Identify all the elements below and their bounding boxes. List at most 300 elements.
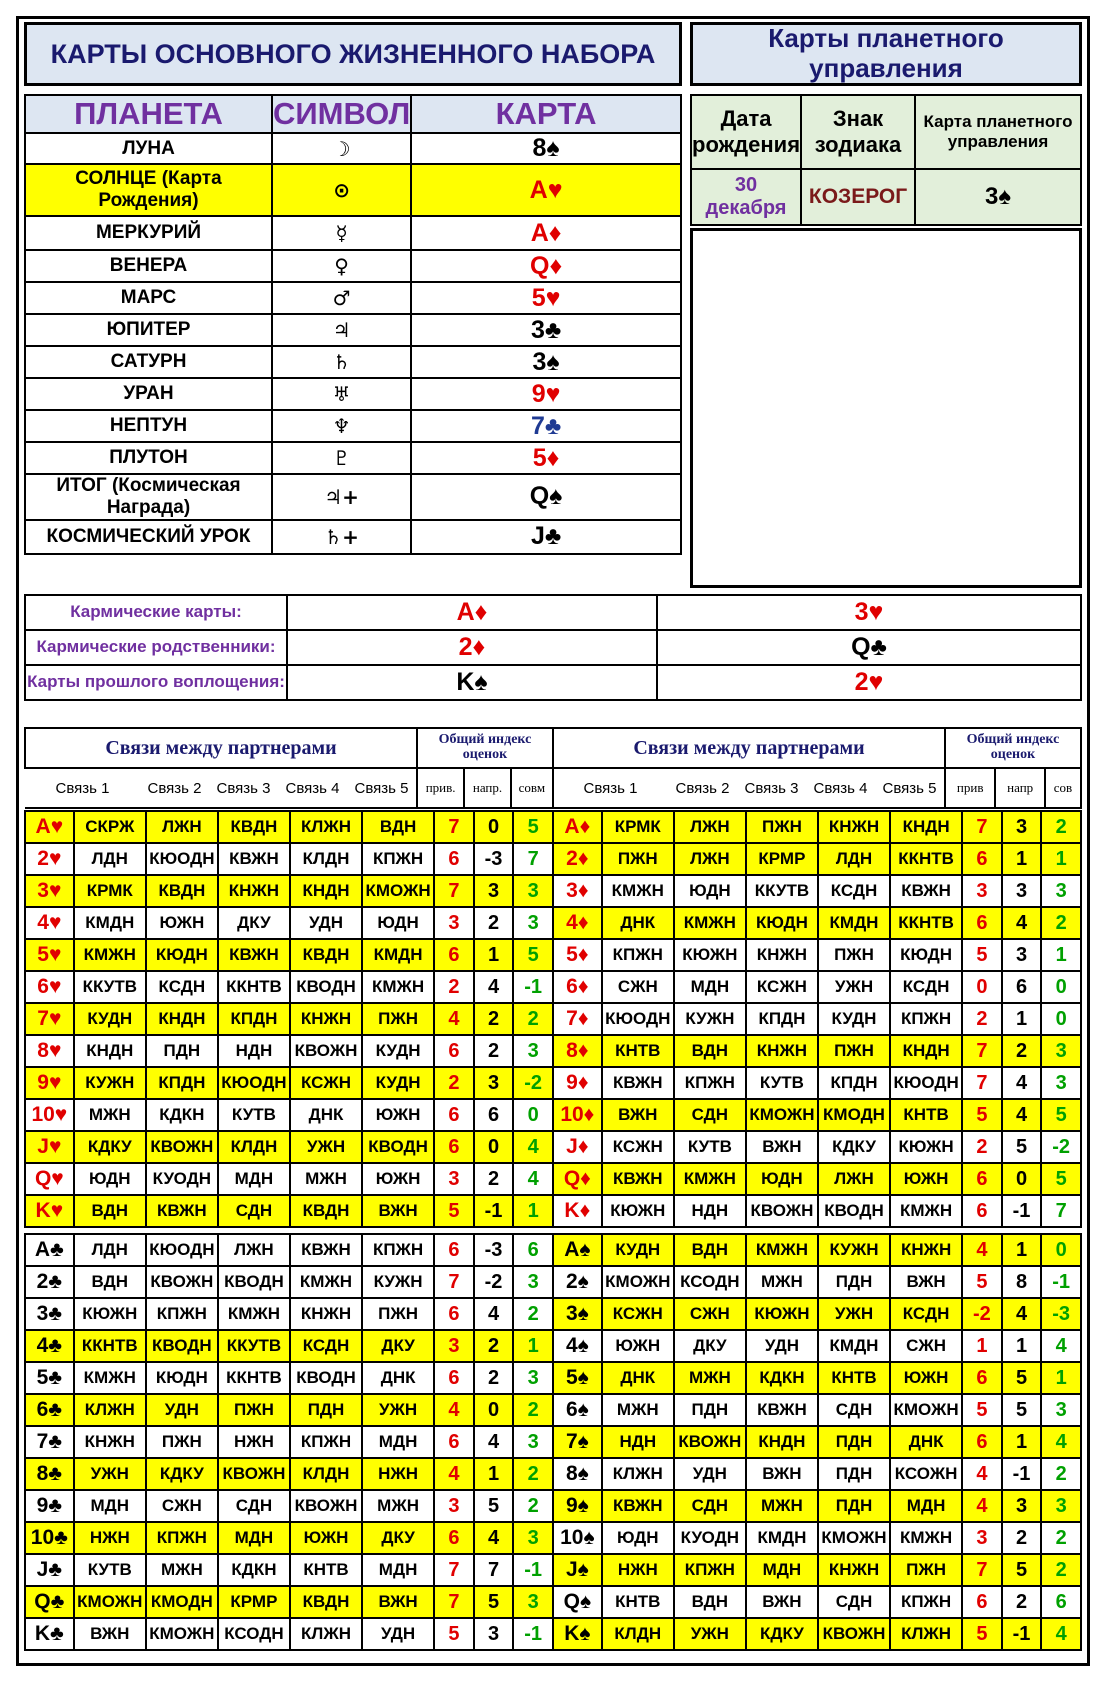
score-attraction: 6	[962, 1195, 1002, 1227]
row-card: 7♣	[25, 1426, 74, 1458]
link-cell: КВЖН	[890, 875, 962, 907]
row-card: 8♥	[25, 1035, 74, 1067]
row-card: 10♠	[553, 1522, 602, 1554]
score-attraction: 6	[434, 1099, 474, 1131]
table-row	[25, 1131, 553, 1163]
planet-symbol: ♂	[272, 282, 411, 314]
link-cell: КСДН	[290, 1330, 362, 1362]
score-compatibility: -1	[513, 1554, 553, 1586]
row-card: 3♠	[553, 1298, 602, 1330]
score-attraction: 3	[434, 1163, 474, 1195]
table-row	[25, 1067, 553, 1099]
link-cell: СДН	[218, 1195, 290, 1227]
score-compatibility: -1	[513, 971, 553, 1003]
score-tension: 4	[474, 971, 514, 1003]
link-cell: КРМР	[218, 1586, 290, 1618]
score-compatibility: 2	[1041, 1554, 1081, 1586]
score-compatibility: 2	[513, 1003, 553, 1035]
link-cell: КПДН	[746, 1003, 818, 1035]
score-compatibility: 2	[513, 1298, 553, 1330]
link-cell: НДН	[602, 1426, 674, 1458]
score-attraction: 6	[434, 1522, 474, 1554]
link-cell: КЮЖН	[74, 1298, 146, 1330]
main-title: КАРТЫ ОСНОВНОГО ЖИЗНЕННОГО НАБОРА	[24, 22, 682, 86]
planet-row	[25, 378, 681, 410]
link-cell: КЛЖН	[290, 1618, 362, 1650]
row-card: 10♦	[553, 1099, 602, 1131]
score-tension: 3	[1002, 939, 1042, 971]
planet-name: САТУРН	[25, 346, 272, 378]
row-card: 6♦	[553, 971, 602, 1003]
link-cell: МДН	[890, 1490, 962, 1522]
table-row	[25, 1163, 553, 1195]
link-cell: ЮЖН	[890, 1362, 962, 1394]
score-compatibility: -2	[513, 1067, 553, 1099]
score-compatibility: 3	[513, 1266, 553, 1298]
score-tension: 3	[1002, 875, 1042, 907]
link-cell: МДН	[362, 1554, 434, 1586]
score-attraction: 1	[962, 1330, 1002, 1362]
ruling-card: 3♠	[915, 169, 1081, 225]
row-card: 4♥	[25, 907, 74, 939]
score-attraction: 4	[962, 1234, 1002, 1266]
zodiac-header: Знак зодиака	[801, 95, 915, 169]
link-cell: НДН	[218, 1035, 290, 1067]
row-card: A♥	[25, 811, 74, 843]
link-cell: КВЖН	[218, 843, 290, 875]
score-tension: 1	[474, 1458, 514, 1490]
planet-card: 5♦	[411, 442, 681, 474]
link-cell: КМДН	[818, 1330, 890, 1362]
links-header-left	[24, 727, 554, 809]
birth-date: 30 декабря	[691, 169, 801, 225]
score-compatibility: 7	[513, 843, 553, 875]
birth-date-header: Дата рождения	[691, 95, 801, 169]
link-col-3: Связь 3	[737, 768, 806, 808]
link-cell: КЮДН	[146, 939, 218, 971]
link-cell: ПЖН	[602, 843, 674, 875]
planet-card: 8♠	[411, 133, 681, 164]
link-cell: КЛЖН	[74, 1394, 146, 1426]
score-compatibility: 1	[1041, 939, 1081, 971]
score-attraction: 6	[434, 1234, 474, 1266]
score-compatibility: 3	[513, 1522, 553, 1554]
score-compatibility: -2	[1041, 1131, 1081, 1163]
table-row	[25, 1195, 553, 1227]
score-tension: 1	[1002, 1234, 1042, 1266]
score-tension: 3	[474, 1618, 514, 1650]
link-cell: КПЖН	[602, 939, 674, 971]
link-cell: КУТВ	[746, 1067, 818, 1099]
karmic-card-2: 3♥	[657, 595, 1081, 630]
planet-row	[25, 442, 681, 474]
table-row	[553, 1298, 1081, 1330]
row-card: 10♣	[25, 1522, 74, 1554]
score-compatibility: 6	[1041, 1586, 1081, 1618]
link-cell: УДН	[146, 1394, 218, 1426]
link-cell: КУТВ	[74, 1554, 146, 1586]
score-tension: 1	[1002, 1426, 1042, 1458]
link-cell: КЛДН	[218, 1131, 290, 1163]
row-card: 9♥	[25, 1067, 74, 1099]
score-compatibility: 2	[513, 1490, 553, 1522]
link-cell: КДКУ	[746, 1618, 818, 1650]
row-card: 6♠	[553, 1394, 602, 1426]
link-cell: УЖН	[818, 1298, 890, 1330]
link-cell: КВЖН	[602, 1490, 674, 1522]
link-cell: СДН	[818, 1394, 890, 1426]
link-cell: КВОЖН	[746, 1195, 818, 1227]
link-cell: ПДН	[818, 1266, 890, 1298]
score-compatibility: 2	[513, 1394, 553, 1426]
table-row	[553, 1195, 1081, 1227]
link-cell: КПЖН	[890, 1003, 962, 1035]
planet-card: J♣	[411, 520, 681, 554]
planet-card: 3♠	[411, 346, 681, 378]
row-card: K♥	[25, 1195, 74, 1227]
link-cell: ДНК	[602, 1362, 674, 1394]
link-cell: НЖН	[218, 1426, 290, 1458]
row-card: 2♥	[25, 843, 74, 875]
score-attraction: 5	[434, 1195, 474, 1227]
score-compatibility: 3	[513, 1426, 553, 1458]
link-cell: МЖН	[290, 1163, 362, 1195]
link-cell: КСОЖН	[890, 1458, 962, 1490]
link-cell: КСЖН	[290, 1067, 362, 1099]
score-attraction: 7	[434, 1586, 474, 1618]
link-cell: МДН	[74, 1490, 146, 1522]
planet-card: A♥	[411, 164, 681, 216]
table-row	[553, 1131, 1081, 1163]
link-cell: КПДН	[146, 1067, 218, 1099]
score-tension: 1	[1002, 1003, 1042, 1035]
score-col-2: напр.	[464, 768, 510, 808]
links-header-right	[552, 727, 1082, 809]
link-cell: КВОДН	[290, 971, 362, 1003]
planet-symbol: ♇	[272, 442, 411, 474]
link-cell: ПДН	[290, 1394, 362, 1426]
planet-symbol: ♆	[272, 410, 411, 442]
score-attraction: 6	[962, 1426, 1002, 1458]
score-attraction: 5	[962, 1099, 1002, 1131]
table-row	[25, 1394, 553, 1426]
score-compatibility: 0	[1041, 971, 1081, 1003]
score-compatibility: 5	[513, 811, 553, 843]
link-cell: КПЖН	[146, 1522, 218, 1554]
table-row	[553, 1554, 1081, 1586]
planet-symbol: ♄	[272, 346, 411, 378]
link-cell: КСЖН	[602, 1131, 674, 1163]
score-tension: 2	[474, 1330, 514, 1362]
link-cell: МЖН	[362, 1490, 434, 1522]
score-col-2: напр	[995, 768, 1044, 808]
score-tension: 2	[1002, 1522, 1042, 1554]
score-tension: 7	[474, 1554, 514, 1586]
link-cell: КНЖН	[290, 1298, 362, 1330]
row-card: 5♣	[25, 1362, 74, 1394]
score-attraction: 6	[434, 1426, 474, 1458]
link-cell: ВЖН	[746, 1586, 818, 1618]
link-cell: МДН	[362, 1426, 434, 1458]
links-title: Связи между партнерами	[25, 728, 417, 768]
link-col-1: Связь 1	[553, 768, 668, 808]
link-cell: ПДН	[146, 1035, 218, 1067]
link-cell: КУДН	[74, 1003, 146, 1035]
table-row	[25, 1298, 553, 1330]
karmic-label: Кармические родственники:	[25, 630, 287, 665]
link-cell: КЮОДН	[218, 1067, 290, 1099]
link-cell: УЖН	[674, 1618, 746, 1650]
score-tension: 4	[1002, 1099, 1042, 1131]
link-cell: НЖН	[74, 1522, 146, 1554]
link-cell: КУТВ	[218, 1099, 290, 1131]
link-cell: КВДН	[290, 1195, 362, 1227]
link-cell: КСДН	[818, 875, 890, 907]
link-cell: КЮДН	[146, 1362, 218, 1394]
planet-symbol: ⊙	[272, 164, 411, 216]
link-cell: ВЖН	[746, 1131, 818, 1163]
link-cell: КНТВ	[890, 1099, 962, 1131]
score-tension: 5	[474, 1586, 514, 1618]
score-compatibility: 3	[513, 907, 553, 939]
score-attraction: 6	[434, 843, 474, 875]
link-cell: ЮЖН	[602, 1330, 674, 1362]
link-cell: КПЖН	[290, 1426, 362, 1458]
link-cell: КМДН	[818, 907, 890, 939]
score-tension: 3	[1002, 1490, 1042, 1522]
row-card: J♠	[553, 1554, 602, 1586]
link-cell: КМОЖН	[146, 1618, 218, 1650]
planet-card: 7♣	[411, 410, 681, 442]
link-cell: КНТВ	[602, 1586, 674, 1618]
table-row	[553, 1003, 1081, 1035]
table-row	[553, 1618, 1081, 1650]
table-row	[25, 1266, 553, 1298]
score-col-1: прив	[945, 768, 995, 808]
link-col-5: Связь 5	[347, 768, 417, 808]
link-cell: ЛЖН	[218, 1234, 290, 1266]
planet-symbol: ☽	[272, 133, 411, 164]
link-cell: КЛДН	[290, 1458, 362, 1490]
link-cell: КВЖН	[290, 1234, 362, 1266]
planet-symbol: ♃+	[272, 474, 411, 520]
score-compatibility: 0	[513, 1099, 553, 1131]
score-tension: 3	[474, 1067, 514, 1099]
karmic-card-2: Q♣	[657, 630, 1081, 665]
score-tension: 5	[1002, 1131, 1042, 1163]
link-cell: КВОДН	[146, 1330, 218, 1362]
score-attraction: 6	[962, 1586, 1002, 1618]
link-cell: КМЖН	[890, 1522, 962, 1554]
score-tension: 5	[1002, 1394, 1042, 1426]
link-cell: КВЖН	[218, 939, 290, 971]
link-cell: УЖН	[818, 971, 890, 1003]
score-tension: 6	[474, 1099, 514, 1131]
link-cell: ПЖН	[818, 1035, 890, 1067]
table-row	[25, 1554, 553, 1586]
table-row	[25, 1522, 553, 1554]
planet-card: A♦	[411, 216, 681, 250]
link-cell: ЮЖН	[890, 1163, 962, 1195]
link-col-1: Связь 1	[25, 768, 140, 808]
link-cell: ВЖН	[362, 1586, 434, 1618]
link-cell: КНЖН	[890, 1234, 962, 1266]
score-attraction: 4	[434, 1458, 474, 1490]
score-compatibility: 2	[513, 1458, 553, 1490]
link-cell: КУЖН	[362, 1266, 434, 1298]
link-col-3: Связь 3	[209, 768, 278, 808]
link-cell: КДКУ	[146, 1458, 218, 1490]
link-cell: КНДН	[146, 1003, 218, 1035]
link-col-5: Связь 5	[875, 768, 945, 808]
link-cell: КСЖН	[746, 971, 818, 1003]
score-tension: 0	[474, 1131, 514, 1163]
row-card: 2♦	[553, 843, 602, 875]
score-compatibility: 3	[513, 875, 553, 907]
score-attraction: 6	[962, 907, 1002, 939]
link-cell: КВЖН	[146, 1195, 218, 1227]
table-row	[25, 1490, 553, 1522]
link-cell: КВОЖН	[146, 1131, 218, 1163]
link-col-2: Связь 2	[140, 768, 209, 808]
table-row	[25, 811, 553, 843]
score-tension: 2	[1002, 1586, 1042, 1618]
link-cell: КПЖН	[674, 1554, 746, 1586]
score-compatibility: 5	[513, 939, 553, 971]
link-cell: ЛЖН	[674, 811, 746, 843]
link-cell: КЮЖН	[674, 939, 746, 971]
row-card: 6♣	[25, 1394, 74, 1426]
score-attraction: 6	[434, 1298, 474, 1330]
row-card: A♠	[553, 1234, 602, 1266]
score-attraction: 7	[962, 1067, 1002, 1099]
score-attraction: 5	[962, 1266, 1002, 1298]
link-cell: КРМК	[74, 875, 146, 907]
link-cell: КМЖН	[218, 1298, 290, 1330]
row-card: J♣	[25, 1554, 74, 1586]
link-cell: КМДН	[746, 1522, 818, 1554]
card-header: КАРТА	[411, 95, 681, 133]
row-card: A♣	[25, 1234, 74, 1266]
score-tension: -1	[474, 1195, 514, 1227]
link-cell: ЮЖН	[146, 907, 218, 939]
link-cell: КВЖН	[746, 1394, 818, 1426]
row-card: 8♣	[25, 1458, 74, 1490]
row-card: 3♥	[25, 875, 74, 907]
link-cell: КВЖН	[602, 1163, 674, 1195]
link-cell: КДКН	[746, 1362, 818, 1394]
link-cell: КНТВ	[290, 1554, 362, 1586]
link-cell: КМЖН	[602, 875, 674, 907]
score-compatibility: 5	[1041, 1163, 1081, 1195]
link-cell: ПЖН	[890, 1554, 962, 1586]
row-card: K♣	[25, 1618, 74, 1650]
table-row	[553, 1490, 1081, 1522]
score-attraction: 6	[434, 1035, 474, 1067]
row-card: 5♥	[25, 939, 74, 971]
link-cell: КНДН	[890, 1035, 962, 1067]
link-cell: УДН	[746, 1330, 818, 1362]
table-row	[553, 939, 1081, 971]
link-cell: ЛДН	[74, 1234, 146, 1266]
link-cell: ЮДН	[746, 1163, 818, 1195]
link-cell: КМЖН	[74, 1362, 146, 1394]
link-cell: ККУТВ	[746, 875, 818, 907]
row-card: Q♥	[25, 1163, 74, 1195]
score-compatibility: 1	[513, 1330, 553, 1362]
score-col-1: прив.	[417, 768, 464, 808]
table-row	[25, 1234, 553, 1266]
score-attraction: 7	[962, 1554, 1002, 1586]
link-col-4: Связь 4	[806, 768, 875, 808]
link-cell: СДН	[218, 1490, 290, 1522]
link-cell: КНЖН	[74, 1426, 146, 1458]
planet-name: ВЕНЕРА	[25, 250, 272, 282]
link-cell: КСДН	[146, 971, 218, 1003]
ruling-table	[690, 94, 1082, 226]
score-attraction: 6	[434, 1131, 474, 1163]
score-compatibility: -1	[1041, 1266, 1081, 1298]
row-card: 4♣	[25, 1330, 74, 1362]
link-cell: УЖН	[290, 1131, 362, 1163]
link-cell: КУОДН	[146, 1163, 218, 1195]
planet-name: ЮПИТЕР	[25, 314, 272, 346]
score-attraction: 3	[962, 1522, 1002, 1554]
score-attraction: 7	[434, 875, 474, 907]
table-row	[553, 843, 1081, 875]
link-cell: КВОЖН	[818, 1618, 890, 1650]
link-cell: ПДН	[674, 1394, 746, 1426]
planet-card: 9♥	[411, 378, 681, 410]
row-card: Q♣	[25, 1586, 74, 1618]
row-card: 7♦	[553, 1003, 602, 1035]
link-cell: ДНК	[890, 1426, 962, 1458]
link-cell: КНЖН	[746, 939, 818, 971]
link-cell: КМДН	[74, 907, 146, 939]
link-cell: ККУТВ	[218, 1330, 290, 1362]
link-cell: КМОЖН	[818, 1522, 890, 1554]
link-cell: КВОЖН	[146, 1266, 218, 1298]
link-cell: КСДН	[890, 1298, 962, 1330]
row-card: 10♥	[25, 1099, 74, 1131]
planet-row	[25, 410, 681, 442]
link-cell: КМОДН	[818, 1099, 890, 1131]
planet-name: УРАН	[25, 378, 272, 410]
link-cell: ДНК	[290, 1099, 362, 1131]
score-attraction: 7	[434, 1554, 474, 1586]
table-row	[553, 1266, 1081, 1298]
score-tension: 2	[474, 1163, 514, 1195]
link-cell: КВОДН	[218, 1266, 290, 1298]
link-cell: КПЖН	[674, 1067, 746, 1099]
symbol-header: СИМВОЛ	[273, 96, 411, 131]
planet-row	[25, 282, 681, 314]
score-attraction: 3	[434, 1490, 474, 1522]
link-cell: КЮОДН	[890, 1067, 962, 1099]
link-cell: КМЖН	[746, 1234, 818, 1266]
link-cell: КУЖН	[74, 1067, 146, 1099]
link-cell: КМДН	[362, 939, 434, 971]
link-cell: КПДН	[818, 1067, 890, 1099]
row-card: K♦	[553, 1195, 602, 1227]
score-attraction: 6	[962, 843, 1002, 875]
row-card: 5♠	[553, 1362, 602, 1394]
link-cell: КВДН	[218, 811, 290, 843]
link-cell: КУЖН	[818, 1234, 890, 1266]
link-cell: КНЖН	[218, 875, 290, 907]
link-cell: СКРЖ	[74, 811, 146, 843]
link-cell: УЖН	[74, 1458, 146, 1490]
